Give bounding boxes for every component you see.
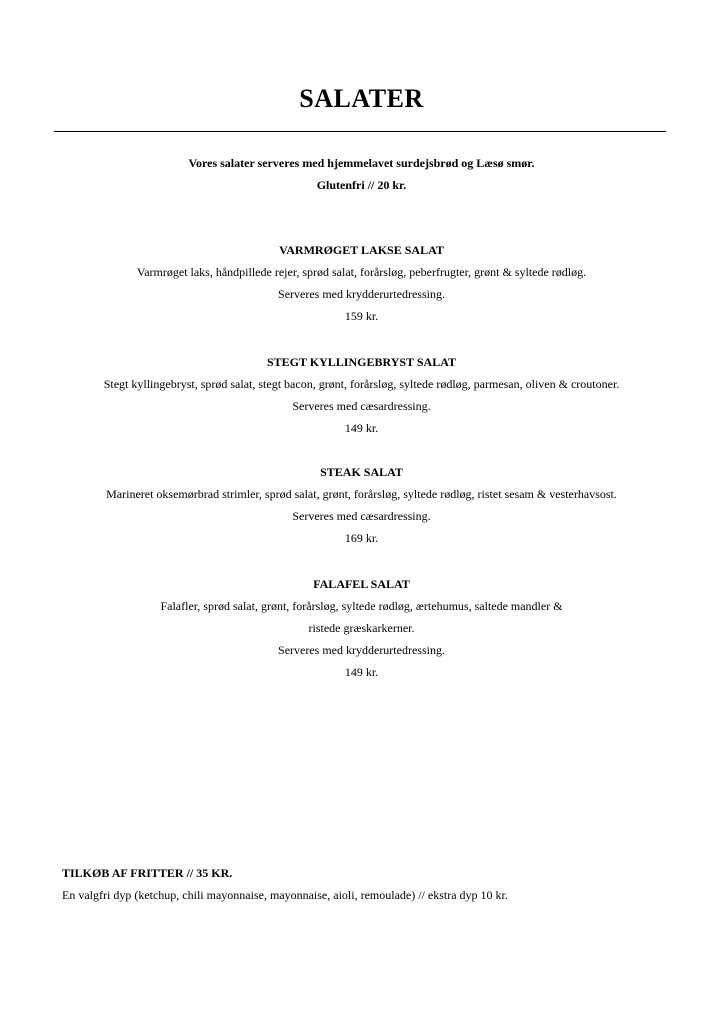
dish-varmroget-lakse-salat bbox=[0, 239, 723, 327]
dish-description: Marineret oksemørbrad strimler, sprød salat, grønt, forårsløg, syltede rødløg, ristet sesam & vesterhavsost. bbox=[106, 487, 617, 501]
fries-addon-block bbox=[62, 862, 682, 906]
dish-name: FALAFEL SALAT bbox=[313, 577, 410, 591]
dish-steak-salat bbox=[0, 461, 723, 549]
dish-description: Falafler, sprød salat, grønt, forårsløg, syltede rødløg, ærtehumus, saltede mandler & bbox=[160, 599, 563, 613]
dish-price: 149 kr. bbox=[344, 421, 379, 435]
gluten-free-note: Glutenfri // 20 kr. bbox=[316, 178, 407, 192]
title-divider bbox=[54, 131, 666, 132]
dish-dressing: Serveres med cæsardressing. bbox=[292, 399, 431, 413]
dish-description: Stegt kyllingebryst, sprød salat, stegt bacon, grønt, forårsløg, syltede rødløg, parmesan, oliven & croutoner. bbox=[103, 377, 620, 391]
intro-block bbox=[0, 152, 723, 196]
dish-name: STEGT KYLLINGEBRYST SALAT bbox=[267, 355, 456, 369]
intro-line: Vores salater serveres med hjemmelavet surdejsbrød og Læsø smør. bbox=[188, 156, 535, 170]
dish-price: 169 kr. bbox=[344, 531, 379, 545]
fries-addon-text: En valgfri dyp (ketchup, chili mayonnaise, mayonnaise, aioli, remoulade) // ekstra dyp 10 kr. bbox=[62, 888, 508, 902]
dish-description: Varmrøget laks, håndpillede rejer, sprød salat, forårsløg, peberfrugter, grønt & syltede rødløg. bbox=[136, 265, 587, 279]
fries-addon-heading: TILKØB AF FRITTER // 35 KR. bbox=[62, 866, 233, 880]
dish-price: 149 kr. bbox=[344, 665, 379, 679]
dish-description-continued: ristede græskarkerner. bbox=[308, 621, 415, 635]
dish-dressing: Serveres med krydderurtedressing. bbox=[278, 643, 445, 657]
dish-name: VARMRØGET LAKSE SALAT bbox=[279, 243, 444, 257]
dish-stegt-kyllingebryst-salat bbox=[0, 351, 723, 439]
dish-falafel-salat bbox=[0, 573, 723, 683]
dish-dressing: Serveres med cæsardressing. bbox=[292, 509, 431, 523]
dish-dressing: Serveres med krydderurtedressing. bbox=[278, 287, 445, 301]
page-title: SALATER bbox=[299, 84, 424, 113]
dish-price: 159 kr. bbox=[344, 309, 379, 323]
dish-name: STEAK SALAT bbox=[320, 465, 403, 479]
